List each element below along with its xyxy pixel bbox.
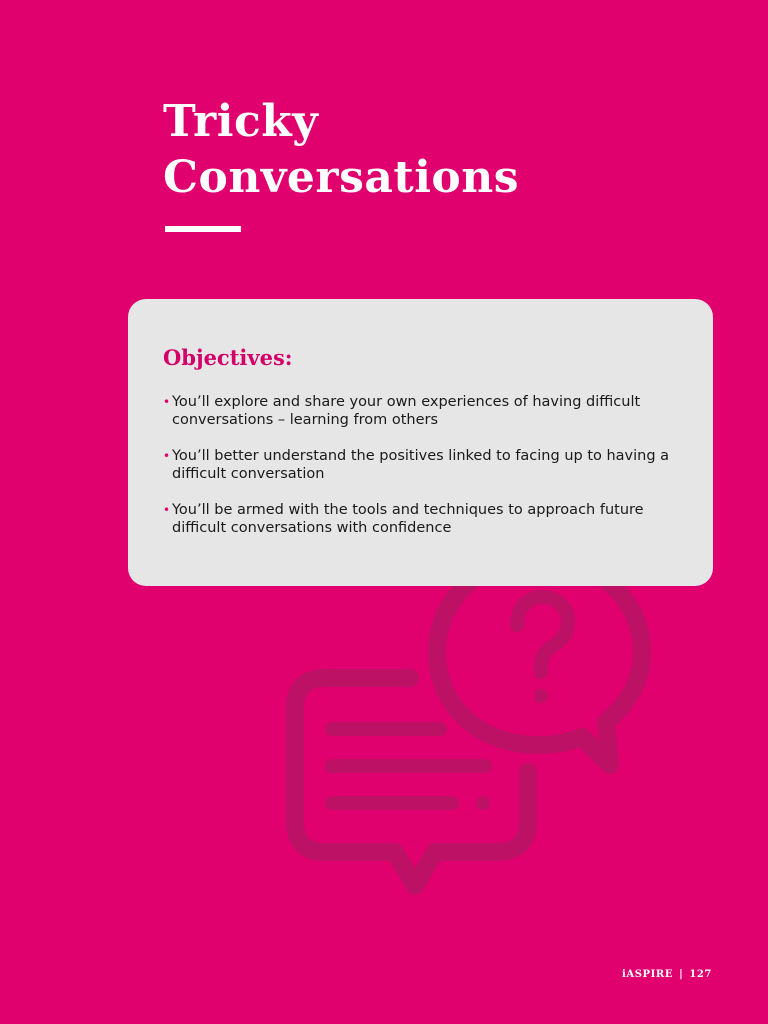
objectives-list (163, 393, 683, 555)
question-mark-curve (517, 597, 568, 672)
objective-item: • You’ll be armed with the tools and techniques to approach future difficult conversations with confidence (163, 501, 683, 537)
footer-separator: | (679, 969, 684, 980)
message-bubble-outline (295, 678, 528, 886)
speech-bubbles-question-icon (280, 540, 660, 900)
page-footer (622, 968, 712, 982)
footer-brand: iASPIRE (621, 969, 674, 980)
page-number: 127 (689, 969, 712, 980)
message-dot (476, 796, 490, 810)
objectives-card (128, 299, 713, 586)
page-title (163, 94, 519, 206)
objectives-heading: Objectives: (163, 345, 293, 370)
objective-item: • You’ll better understand the positives linked to facing up to having a difficult conversation (163, 447, 683, 483)
page-title-line-2: Conversations (163, 152, 520, 203)
question-mark-dot (534, 689, 548, 703)
title-underline (165, 226, 241, 232)
objective-item: • You’ll explore and share your own experiences of having difficult conversations – learning from others (163, 393, 683, 429)
page-title-line-1: Tricky (163, 96, 319, 147)
